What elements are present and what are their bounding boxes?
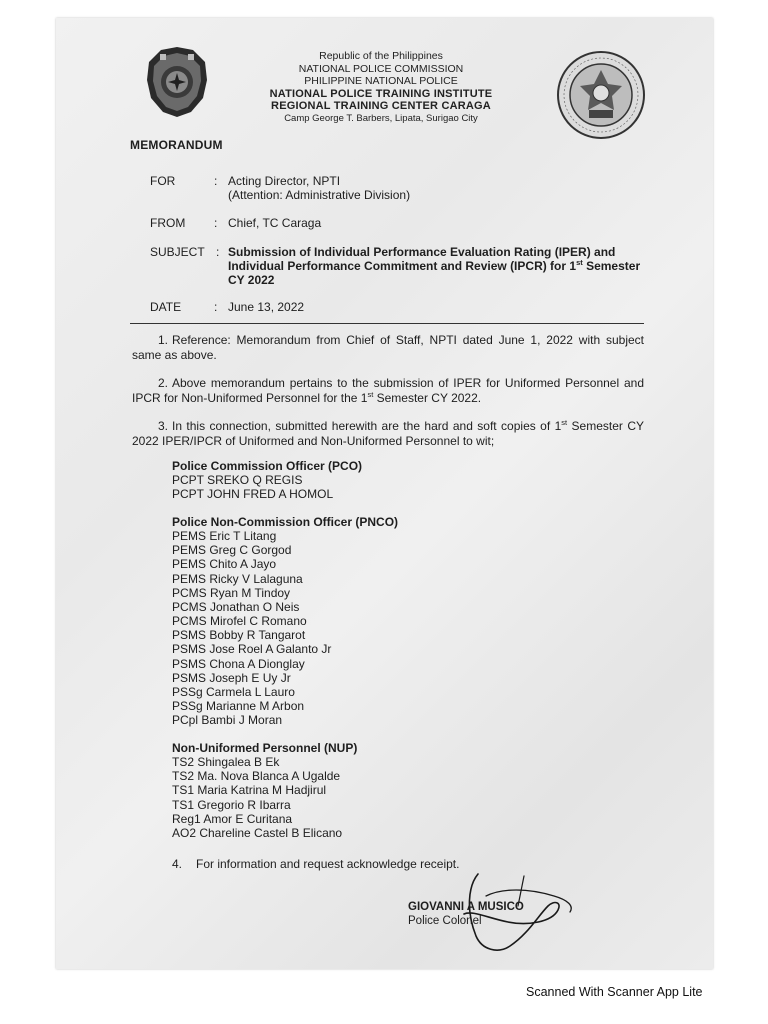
subject-colon: : xyxy=(216,245,220,259)
list-item: TS1 Gregorio R Ibarra xyxy=(172,797,291,812)
paragraph-3-superscript: st xyxy=(561,418,568,427)
signatory-rank: Police Colonel xyxy=(408,915,482,927)
letterhead-training-center: REGIONAL TRAINING CENTER CARAGA xyxy=(271,100,491,112)
npti-logo-icon xyxy=(556,50,646,140)
scanner-watermark: Scanned With Scanner App Lite xyxy=(526,985,703,999)
pnco-heading: Police Non-Commission Officer (PNCO) xyxy=(172,515,399,529)
paragraph-2 xyxy=(132,376,644,406)
nup-list xyxy=(172,741,357,840)
list-item: PCPT JOHN FRED A HOMOL xyxy=(172,487,334,502)
from-colon: : xyxy=(214,216,218,230)
list-item: PSMS Joseph E Uy Jr xyxy=(172,670,291,685)
list-item: TS1 Maria Katrina M Hadjirul xyxy=(172,783,327,798)
subject-label: SUBJECT xyxy=(150,245,205,259)
paragraph-4-number: 4. xyxy=(172,857,183,871)
paragraph-4-text: For information and request acknowledge receipt. xyxy=(196,857,460,871)
list-item: PEMS Ricky V Lalaguna xyxy=(172,571,303,586)
paragraph-3-text-end: Semester CY 2022 IPER/IPCR of Uniformed and Non-Uniformed Personnel to wit; xyxy=(132,419,644,448)
letterhead-pnp: PHILIPPINE NATIONAL POLICE xyxy=(304,75,458,87)
npti-seal-icon xyxy=(146,46,208,118)
list-item: PEMS Chito A Jayo xyxy=(172,557,277,572)
paragraph-3-number: 3. xyxy=(157,419,168,433)
paragraph-1-text: Reference: Memorandum from Chief of Staff, NPTI dated June 1, 2022 with subject same as above. xyxy=(132,333,644,362)
list-item: PSSg Marianne M Arbon xyxy=(172,699,305,714)
signatory-name: GIOVANNI A MUSICO xyxy=(408,901,524,913)
from-label: FROM xyxy=(150,216,186,230)
list-item: PCPT SREKO Q REGIS xyxy=(172,473,303,488)
header-divider xyxy=(130,323,644,324)
list-item: AO2 Chareline Castel B Elicano xyxy=(172,825,343,840)
pnco-list xyxy=(172,515,398,727)
paragraph-1 xyxy=(132,333,644,363)
memo-title: MEMORANDUM xyxy=(130,138,223,152)
nup-heading: Non-Uniformed Personnel (NUP) xyxy=(172,741,358,755)
letterhead xyxy=(246,50,516,125)
scanned-paper xyxy=(56,18,713,969)
paragraph-2-text: Above memorandum pertains to the submission of IPER for Uniformed Personnel and IPCR for Non-Uniformed Personnel for the 1 xyxy=(132,376,644,405)
subject-text-end: Semester CY 2022 xyxy=(228,259,641,287)
pco-list xyxy=(172,459,362,501)
pco-heading: Police Commission Officer (PCO) xyxy=(172,459,363,473)
list-item: PSMS Chona A Dionglay xyxy=(172,656,305,671)
subject-text: Submission of Individual Performance Evaluation Rating (IPER) and Individual Performance Commitment and Review (IPCR) for 1 xyxy=(228,245,616,273)
list-item: PCMS Ryan M Tindoy xyxy=(172,585,291,600)
letterhead-commission: NATIONAL POLICE COMMISSION xyxy=(298,62,464,75)
paragraph-3-text: In this connection, submitted herewith are the hard and soft copies of 1 xyxy=(172,419,562,433)
from-value: Chief, TC Caraga xyxy=(228,216,322,230)
list-item: TS2 Ma. Nova Blanca A Ugalde xyxy=(172,769,341,784)
date-colon: : xyxy=(214,300,218,314)
date-label: DATE xyxy=(150,300,182,314)
subject-superscript: st xyxy=(576,258,583,267)
subject-value xyxy=(228,245,648,287)
letterhead-institute: NATIONAL POLICE TRAINING INSTITUTE xyxy=(269,87,493,100)
list-item: PCMS Mirofel C Romano xyxy=(172,614,307,629)
letterhead-country: Republic of the Philippines xyxy=(319,50,443,62)
for-colon: : xyxy=(214,174,218,188)
paragraph-2-number: 2. xyxy=(157,376,168,390)
list-item: PSMS Bobby R Tangarot xyxy=(172,628,306,643)
list-item: PEMS Eric T Litang xyxy=(172,529,277,544)
paragraph-2-superscript: st xyxy=(367,390,374,399)
for-label: FOR xyxy=(150,174,176,188)
list-item: PEMS Greg C Gorgod xyxy=(172,543,292,558)
list-item: PCpl Bambi J Moran xyxy=(172,713,283,728)
letterhead-address: Camp George T. Barbers, Lipata, Surigao City xyxy=(284,112,478,124)
list-item: PCMS Jonathan O Neis xyxy=(172,599,300,614)
paragraph-1-number: 1. xyxy=(157,333,168,347)
paragraph-2-text-end: Semester CY 2022. xyxy=(373,391,482,405)
date-value: June 13, 2022 xyxy=(228,300,305,314)
list-item: Reg1 Amor E Curitana xyxy=(172,811,293,826)
for-attention: (Attention: Administrative Division) xyxy=(228,188,411,202)
paragraph-3 xyxy=(132,419,644,449)
list-item: TS2 Shingalea B Ek xyxy=(172,755,280,770)
list-item: PSMS Jose Roel A Galanto Jr xyxy=(172,642,332,657)
for-value: Acting Director, NPTI xyxy=(228,174,341,188)
paragraph-4 xyxy=(172,857,459,871)
list-item: PSSg Carmela L Lauro xyxy=(172,684,295,699)
